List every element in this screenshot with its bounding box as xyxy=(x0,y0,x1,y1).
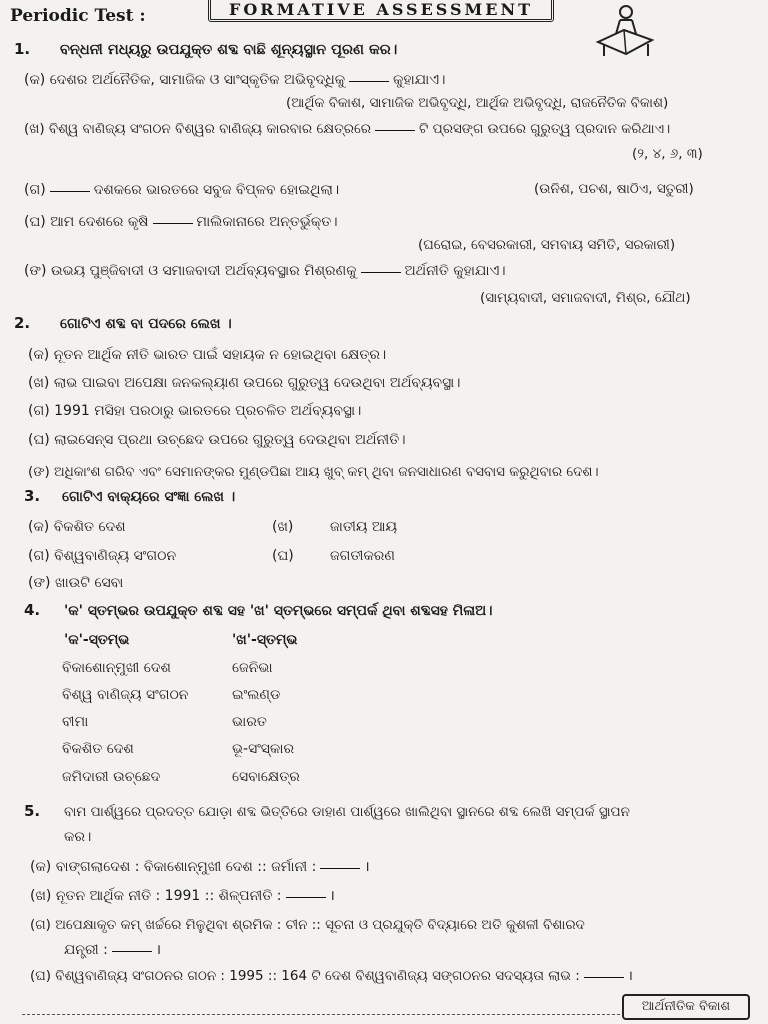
q4-instruction: 'କ' ସ୍ତମ୍ଭର ଉପଯୁକ୍ତ ଶବ୍ଦ ସହ 'ଖ' ସ୍ତମ୍ଭରେ ସମ୍ପର୍କ ଥିବା ଶବ୍ଦସହ ମିଳାଅ। xyxy=(64,603,493,619)
q5-b-dari: । xyxy=(329,888,335,904)
q1-d-options: (ଘରୋଇ, ବେସରକାରୀ, ସମବାୟ ସମିତି, ସରକାରୀ) xyxy=(418,237,676,253)
q3-item-a: (କ) ବିକଶିତ ଦେଶ xyxy=(28,519,126,535)
q1-item-e xyxy=(24,262,506,280)
q5-instruction-line1: ବାମ ପାର୍ଶ୍ୱରେ ପ୍ରଦତ୍ତ ଯୋଡ଼ା ଶବ୍ଦ ଭିତ୍ତିରେ ଡାହାଣ ପାର୍ଶ୍ୱରେ ଖାଲିଥିବା ସ୍ଥାନରେ ଶବ୍ଦ ଲେଖି ସମ୍ପର୍କ ସ୍ଥାପନ xyxy=(64,804,630,820)
q3-item-b: ଜାତୀୟ ଆୟ xyxy=(330,519,398,535)
q1-b-blank[interactable] xyxy=(375,129,415,131)
q5-b-blank[interactable] xyxy=(286,896,326,898)
q1-item-b xyxy=(24,120,670,138)
q3-item-b-label: (ଖ) xyxy=(272,519,294,535)
q2-item-d: (ଘ) ଲାଇସେନ୍ସ ପ୍ରଥା ଉଚ୍ଛେଦ ଉପରେ ଗୁରୁତ୍ୱ ଦେଉଥିବା ଅର୍ଥନୀତି। xyxy=(28,432,406,448)
q1-item-c xyxy=(24,181,339,199)
q1-d-tail: ମାଲିକାନାରେ ଅନ୍ତର୍ଭୁକ୍ତ। xyxy=(196,214,338,230)
q3-instruction: ଗୋଟିଏ ବାକ୍ୟରେ ସଂଜ୍ଞା ଲେଖ । xyxy=(62,489,236,505)
q4-col-b-head: 'ଖ'-ସ୍ତମ୍ଭ xyxy=(232,632,298,648)
q1-d-text: (ଘ) ଆମ ଦେଶରେ କୃଷି xyxy=(24,214,149,230)
q2-item-e: (ଙ) ଅଧିକାଂଶ ଗରିବ ଏବଂ ସେମାନଙ୍କର ମୁଣ୍ଡପିଛା ଆୟ ଖୁବ୍ କମ୍ ଥିବା ଜନସାଧାରଣ ବସବାସ କରୁଥିବାର ଦେଶ। xyxy=(28,464,599,480)
q4-col-b-item: ଭୂ-ସଂସ୍କାର xyxy=(232,741,295,757)
q4-col-a-item: ବିକଶିତ ଦେଶ xyxy=(62,741,134,757)
q5-c-dari: । xyxy=(155,942,162,958)
q3-item-c: (ଗ) ବିଶ୍ୱବାଣିଜ୍ୟ ସଂଗଠନ xyxy=(28,548,177,564)
q3-item-e: (ଙ) ଖାଉଟି ସେବା xyxy=(28,575,124,591)
q5-item-a xyxy=(30,858,370,876)
q5-a-blank[interactable] xyxy=(320,867,360,869)
q1-number: 1. xyxy=(14,40,31,58)
q5-d-text: (ଘ) ବିଶ୍ୱବାଣିଜ୍ୟ ସଂଗଠନର ଗଠନ : 1995 :: 164 ଟି ଦେଶ ବିଶ୍ୱବାଣିଜ୍ୟ ସଙ୍ଗଠନର ସଦସ୍ୟତା ଲାଭ : xyxy=(30,968,580,984)
footer-divider xyxy=(22,1014,620,1015)
q4-col-a-item: ଜମିଦାରୀ ଉଚ୍ଛେଦ xyxy=(62,769,161,785)
header-title: Periodic Test : xyxy=(10,6,146,26)
footer-chapter-tag: ଆର୍ଥନୀତିକ ବିକାଶ xyxy=(622,994,750,1020)
q1-e-blank[interactable] xyxy=(361,271,401,273)
q5-item-c-line1: (ଗ) ଅପେକ୍ଷାକୃତ କମ୍ ଖର୍ଚ୍ଚରେ ମିଳୁଥିବା ଶ୍ରମିକ : ଚୀନ :: ସୂଚନା ଓ ପ୍ରଯୁକ୍ତି ବିଦ୍ୟାରେ ଅତି କୁଶଳୀ ବିଶାରଦ xyxy=(30,917,585,933)
q1-b-options: (୨, ୪, ୬, ୩) xyxy=(632,146,703,162)
q3-item-d: ଜଗତୀକରଣ xyxy=(330,548,396,564)
q1-e-tail: ଅର୍ଥନୀତି କୁହାଯାଏ। xyxy=(404,263,506,279)
q2-item-b: (ଖ) ଲାଭ ପାଇବା ଅପେକ୍ଷା ଜନକଲ୍ୟାଣ ଉପରେ ଗୁରୁତ୍ୱ ଦେଉଥିବା ଅର୍ଥବ୍ୟବସ୍ଥା। xyxy=(28,375,461,391)
q1-e-options: (ସାମ୍ୟବାଦୀ, ସମାଜବାଦୀ, ମିଶ୍ର, ଯୌଥ) xyxy=(480,290,691,306)
q5-item-b xyxy=(30,887,335,905)
q5-d-blank[interactable] xyxy=(584,976,624,978)
q2-item-a: (କ) ନୂତନ ଆର୍ଥିକ ନୀତି ଭାରତ ପାଇଁ ସହାୟକ ନ ହୋଇଥିବା କ୍ଷେତ୍ର। xyxy=(28,347,387,363)
q1-item-d xyxy=(24,213,338,231)
q1-d-blank[interactable] xyxy=(153,222,193,224)
q5-instruction-line2: କର। xyxy=(64,829,92,845)
q1-a-options: (ଆର୍ଥିକ ବିକାଶ, ସାମାଜିକ ଅଭିବୃଦ୍ଧି, ଆର୍ଥିକ ଅଭିବୃଦ୍ଧି, ରାଜନୈତିକ ବିକାଶ) xyxy=(286,95,669,111)
q4-col-a-item: ବିକାଶୋନ୍ମୁଖୀ ଦେଶ xyxy=(62,660,171,676)
q4-col-a-head: 'କ'-ସ୍ତମ୍ଭ xyxy=(64,632,130,648)
q2-instruction: ଗୋଟିଏ ଶବ୍ଦ ବା ପଦରେ ଲେଖ । xyxy=(60,316,232,332)
q4-col-a-item: ବୀମା xyxy=(62,714,89,730)
header-banner: FORMATIVE ASSESSMENT xyxy=(208,0,554,22)
q4-number: 4. xyxy=(24,601,41,619)
q5-d-dari: । xyxy=(627,968,633,984)
q5-c-text: ଯନ୍ତ୍ରୀ : xyxy=(64,942,108,958)
q5-item-c-line2 xyxy=(64,941,161,959)
reading-figure-illustration xyxy=(590,0,660,58)
q3-number: 3. xyxy=(24,487,41,505)
q5-a-text: (କ) ବାଙ୍ଗଲାଦେଶ : ବିକାଶୋନ୍ମୁଖୀ ଦେଶ :: ଜର୍ମାନୀ : xyxy=(30,859,317,875)
q5-number: 5. xyxy=(24,802,41,820)
q2-number: 2. xyxy=(14,314,31,332)
q5-c-blank[interactable] xyxy=(112,950,152,952)
q4-col-b-item: ଜେନିଭା xyxy=(232,660,273,676)
q5-a-dari: । xyxy=(364,859,370,875)
q1-c-blank[interactable] xyxy=(50,190,90,192)
q2-item-c: (ଗ) 1991 ମସିହା ପରଠାରୁ ଭାରତରେ ପ୍ରଚଳିତ ଅର୍ଥବ୍ୟବସ୍ଥା। xyxy=(28,403,362,419)
q1-instruction: ବନ୍ଧନୀ ମଧ୍ୟରୁ ଉପଯୁକ୍ତ ଶବ୍ଦ ବାଛି ଶୂନ୍ୟସ୍ଥାନ ପୂରଣ କର। xyxy=(60,42,398,58)
q1-c-text: (ଗ) xyxy=(24,182,46,198)
q4-col-b-item: ଇଂଲଣ୍ଡ xyxy=(232,687,281,703)
q1-b-text: (ଖ) ବିଶ୍ୱ ବାଣିଜ୍ୟ ସଂଗଠନ ବିଶ୍ୱର ବାଣିଜ୍ୟ କାରବାର କ୍ଷେତ୍ରରେ xyxy=(24,121,371,137)
q1-a-tail: କୁହାଯାଏ। xyxy=(393,72,446,88)
q1-a-blank[interactable] xyxy=(349,80,389,82)
q1-b-tail: ଟି ପ୍ରସଙ୍ଗ ଉପରେ ଗୁରୁତ୍ୱ ପ୍ରଦାନ କରିଥାଏ। xyxy=(418,121,671,137)
q1-item-a xyxy=(24,71,445,89)
q4-col-b-item: ସେବାକ୍ଷେତ୍ର xyxy=(232,769,300,785)
q1-a-text: (କ) ଦେଶର ଅର୍ଥନୈତିକ, ସାମାଜିକ ଓ ସାଂସ୍କୃତିକ ଅଭିବୃଦ୍ଧିକୁ xyxy=(24,72,346,88)
q1-c-options: (ଉନିଶ, ପଚଶ, ଷାଠିଏ, ସତୁରୀ) xyxy=(534,181,694,197)
q5-b-text: (ଖ) ନୂତନ ଆର୍ଥିକ ନୀତି : 1991 :: ଶିଳ୍ପନୀତି : xyxy=(30,888,282,904)
q5-item-d xyxy=(30,967,633,985)
q4-col-b-item: ଭାରତ xyxy=(232,714,267,730)
q1-c-tail: ଦଶକରେ ଭାରତରେ ସବୁଜ ବିପ୍ଳବ ହୋଇଥିଲା। xyxy=(93,182,340,198)
q1-e-text: (ଙ) ଉଭୟ ପୁଞ୍ଜିବାଦୀ ଓ ସମାଜବାଦୀ ଅର୍ଥବ୍ୟବସ୍ଥାର ମିଶ୍ରଣକୁ xyxy=(24,263,357,279)
q3-item-d-label: (ଘ) xyxy=(272,548,294,564)
q4-col-a-item: ବିଶ୍ୱ ବାଣିଜ୍ୟ ସଂଗଠନ xyxy=(62,687,189,703)
